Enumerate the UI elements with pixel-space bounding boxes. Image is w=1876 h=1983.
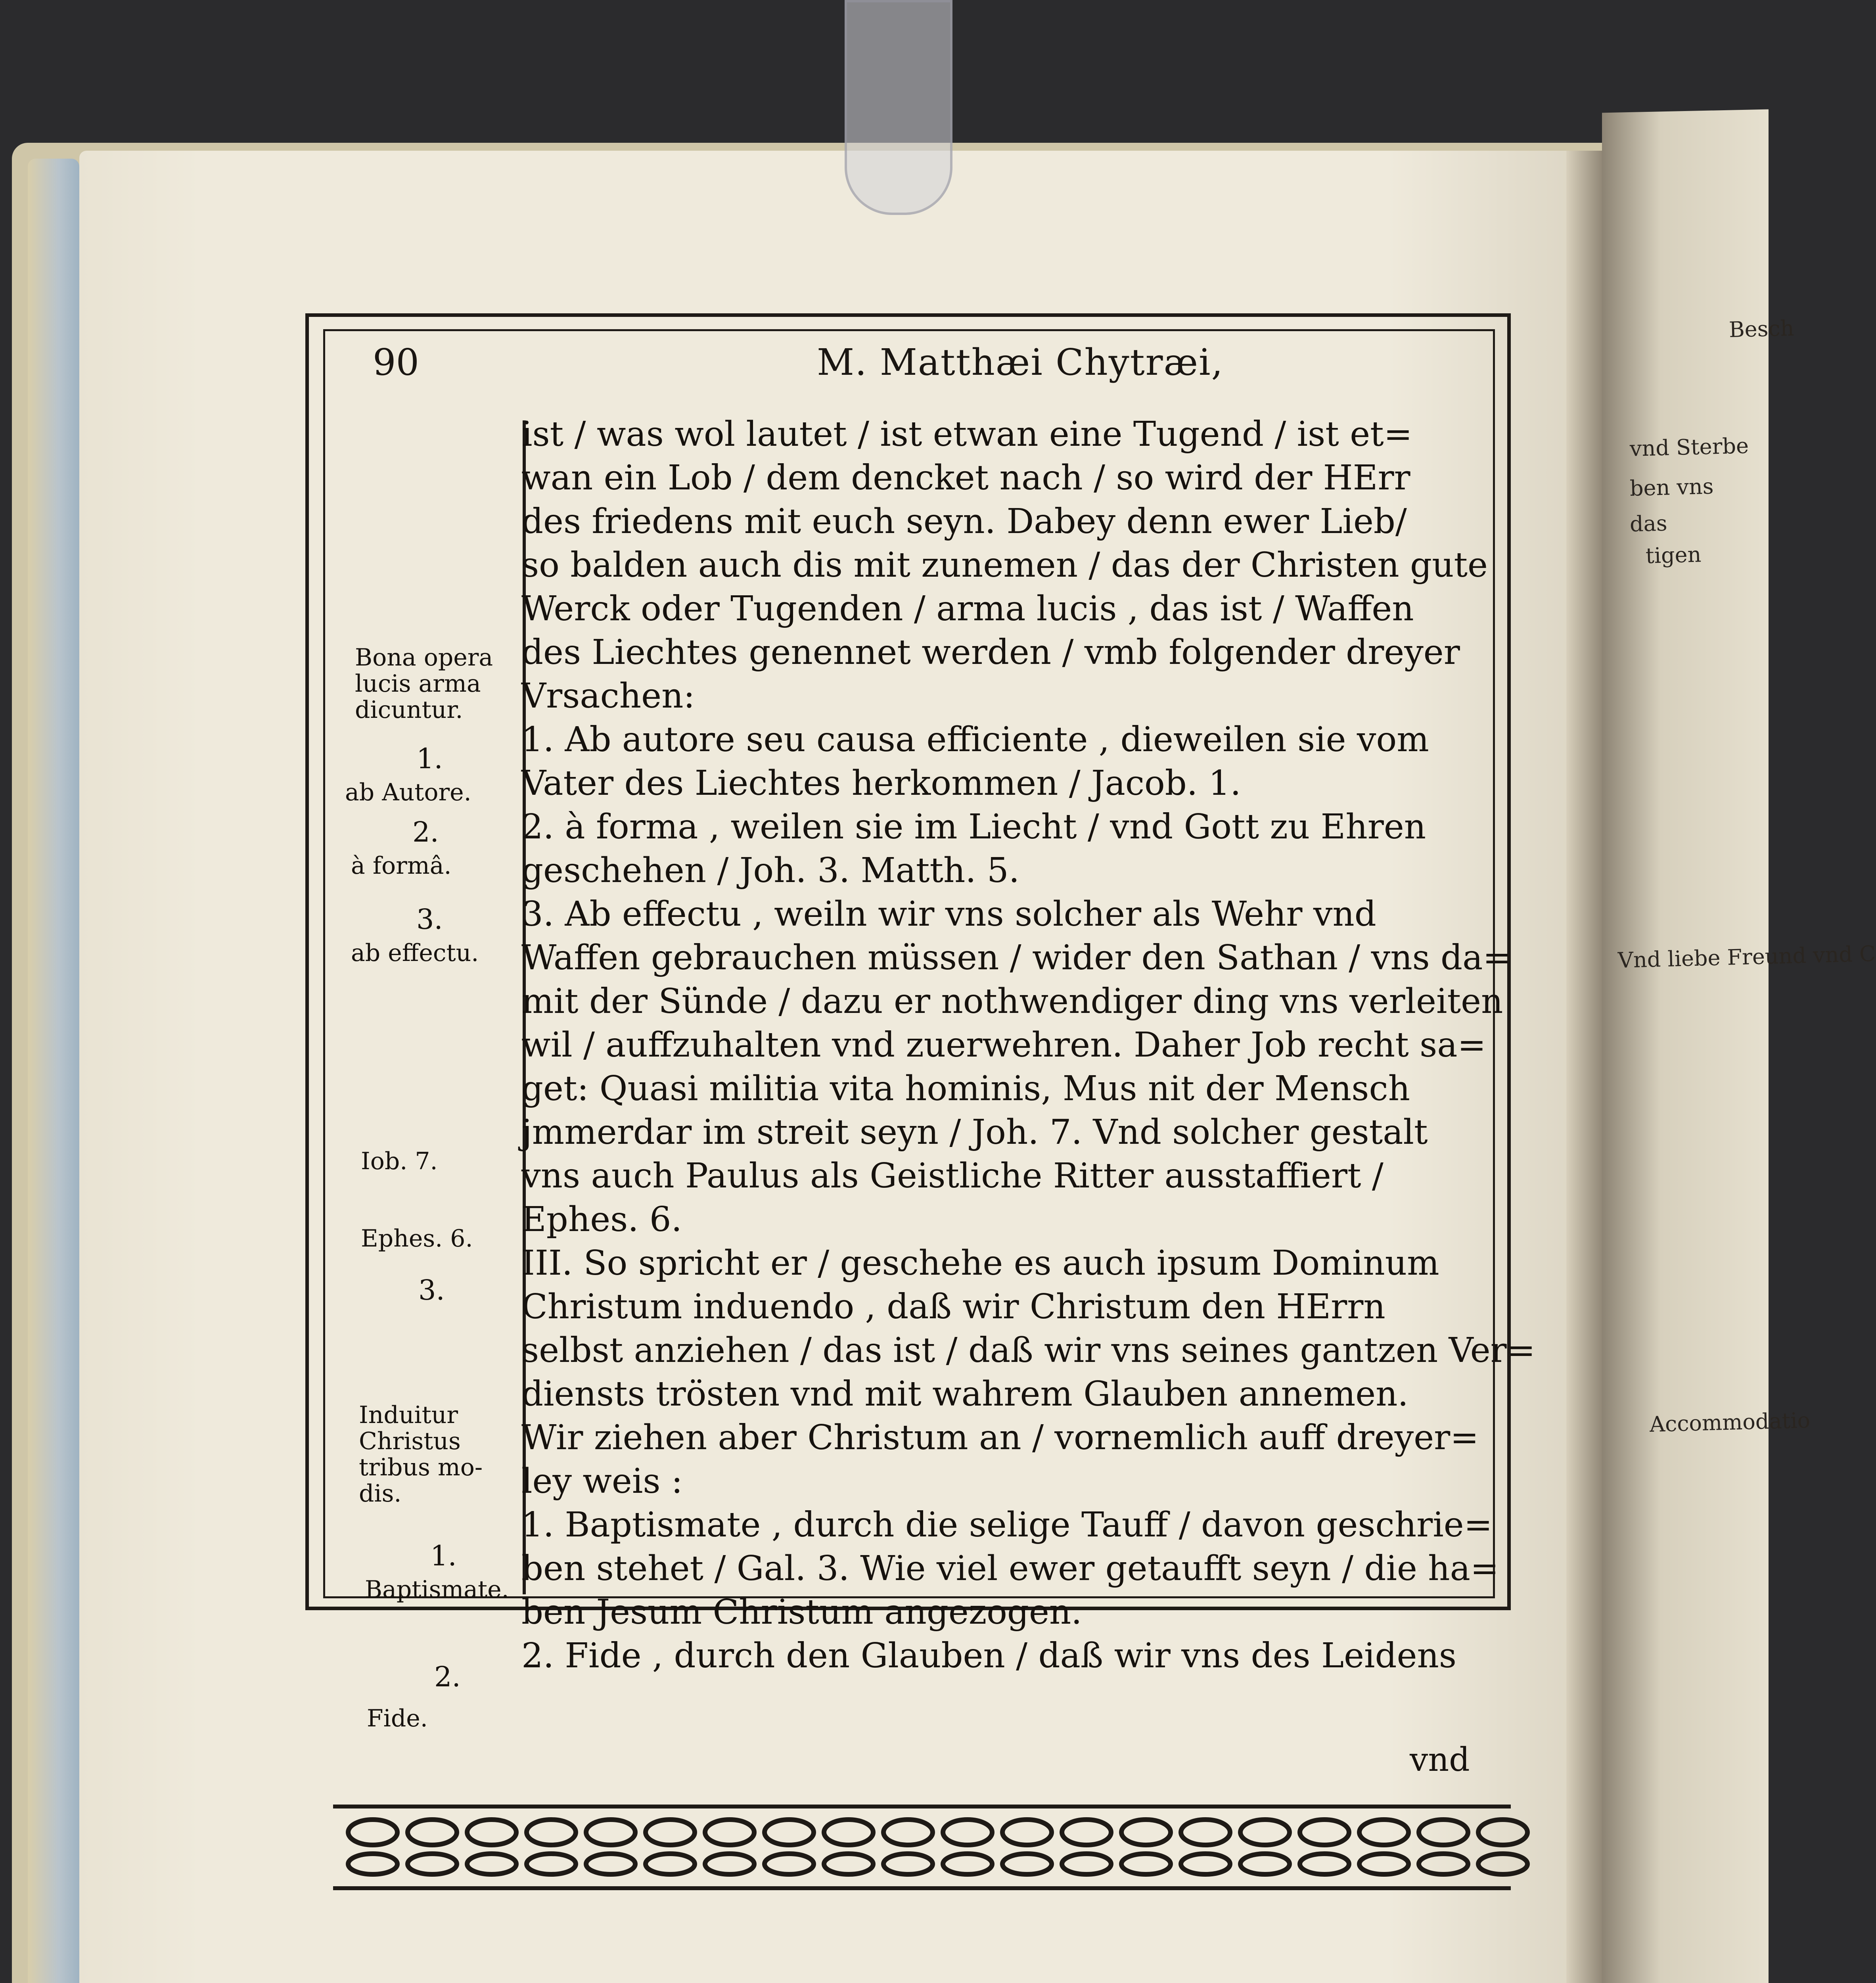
body-line: mit der Sünde / dazu er nothwendiger ding vns verleiten — [521, 982, 1503, 1021]
ornament-loop — [1419, 1820, 1468, 1845]
body-line: wan ein Lob / dem dencket nach / so wird der HErr — [521, 458, 1410, 498]
page-number: 90 — [373, 341, 420, 384]
ornament-loop — [1240, 1820, 1290, 1845]
body-line: Ephes. 6. — [521, 1200, 682, 1239]
right-page-fragment: das — [1629, 510, 1668, 537]
ornament-border — [333, 1801, 1511, 1896]
ornament-loop — [1062, 1854, 1111, 1874]
body-line: Vrsachen: — [521, 676, 695, 716]
ornament-loop — [824, 1820, 873, 1845]
ornament-loop — [1240, 1854, 1290, 1874]
ornament-loop — [646, 1854, 695, 1874]
body-line: Wir ziehen aber Christum an / vornemlich auff dreyer= — [521, 1418, 1479, 1458]
ornament-loop — [586, 1854, 635, 1874]
body-line: III. So spricht er / geschehe es auch ipsum Dominum — [521, 1243, 1439, 1283]
body-line: geschehen / Joh. 3. Matth. 5. — [521, 851, 1020, 890]
right-page-fragment: Vnd liebe Freund vnd C — [1617, 941, 1876, 973]
body-line: ist / was wol lautet / ist etwan eine Tugend / ist et= — [521, 414, 1412, 454]
margin-note-num-2b: 2. — [434, 1661, 461, 1693]
ornament-loop — [765, 1820, 814, 1845]
ornament-loop — [527, 1854, 576, 1874]
ornament-loop — [705, 1854, 754, 1874]
right-page-fragment: tigen — [1645, 542, 1702, 568]
body-line: 1. Ab autore seu causa efficiente , dieweilen sie vom — [521, 720, 1429, 759]
ornament-loop — [1359, 1820, 1408, 1845]
body-line: 3. Ab effectu , weiln wir vns solcher als Wehr vnd — [521, 894, 1376, 934]
body-line: vns auch Paulus als Geistliche Ritter ausstaffiert / — [521, 1156, 1384, 1196]
ornament-loop — [348, 1854, 397, 1874]
margin-note-ephes-6: Ephes. 6. — [361, 1225, 473, 1252]
body-line: Waffen gebrauchen müssen / wider den Sathan / vns da= — [521, 938, 1512, 978]
margin-note-induitur: Induitur Christus tribus mo- dis. — [359, 1401, 483, 1507]
ornament-loop — [348, 1820, 397, 1845]
body-line: jmmerdar im streit seyn / Joh. 7. Vnd solcher gestalt — [521, 1112, 1428, 1152]
ornament-loop — [467, 1854, 516, 1874]
catchword: vnd — [1410, 1741, 1470, 1779]
margin-note-num-1a: 1. — [416, 742, 443, 775]
body-line: so balden auch dis mit zunemen / das der Christen gute — [521, 545, 1488, 585]
margin-note-ab-effectu: ab effectu. — [351, 939, 479, 967]
body-line: Werck oder Tugenden / arma lucis , das ist / Waffen — [521, 589, 1414, 629]
ornament-loop — [408, 1820, 457, 1845]
body-line: 2. à forma , weilen sie im Liecht / vnd Gott zu Ehren — [521, 807, 1426, 847]
ornament-loop — [586, 1820, 635, 1845]
margin-note-baptismate: Baptismate. — [365, 1576, 509, 1603]
body-line: 2. Fide , durch den Glauben / daß wir vns des Leidens — [521, 1636, 1456, 1676]
ornament-loop — [646, 1820, 695, 1845]
top-page-clip — [845, 0, 952, 215]
ornament-loop — [1121, 1854, 1171, 1874]
ornament-loop — [883, 1820, 933, 1845]
body-line: wil / auffzuhalten vnd zuerwehren. Daher Job recht sa= — [521, 1025, 1486, 1065]
margin-note-a-forma: à formâ. — [351, 852, 452, 880]
running-head: M. Matthæi Chytræi, — [817, 341, 1224, 384]
ornament-loop — [705, 1820, 754, 1845]
ornament-loop — [943, 1820, 992, 1845]
body-line: Christum induendo , daß wir Christum den HErrn — [521, 1287, 1385, 1327]
right-page-fragment: vnd Sterbe — [1629, 433, 1749, 461]
ornament-loop — [1300, 1854, 1349, 1874]
ornament-loop — [1359, 1854, 1408, 1874]
ornament-loop — [943, 1854, 992, 1874]
margin-note-iob-7: Iob. 7. — [361, 1147, 438, 1175]
body-line: get: Quasi militia vita hominis, Mus nit der Mensch — [521, 1069, 1410, 1108]
margin-note-bona-opera: Bona opera lucis arma dicuntur. — [355, 644, 493, 724]
body-line: des Liechtes genennet werden / vmb folgender dreyer — [521, 633, 1460, 672]
margin-note-ab-autore: ab Autore. — [345, 779, 471, 806]
margin-note-num-2a: 2. — [412, 816, 439, 848]
ornament-loop — [765, 1854, 814, 1874]
body-line: Vater des Liechtes herkommen / Jacob. 1. — [521, 763, 1241, 803]
body-line: ley weis : — [521, 1461, 683, 1501]
ornament-loop — [824, 1854, 873, 1874]
ornament-loop — [1121, 1820, 1171, 1845]
ornament-loop — [1181, 1820, 1230, 1845]
margin-note-num-1b: 1. — [430, 1540, 457, 1572]
body-line: 1. Baptismate , durch die selige Tauff / davon geschrie= — [521, 1505, 1493, 1545]
margin-note-fide: Fide. — [367, 1705, 428, 1732]
ornament-loop — [1419, 1854, 1468, 1874]
body-line: ben stehet / Gal. 3. Wie viel ewer getaufft seyn / die ha= — [521, 1549, 1499, 1588]
ornament-loop — [1002, 1854, 1052, 1874]
right-page-fragment: Besch — [1728, 315, 1795, 342]
ornament-loop — [1300, 1820, 1349, 1845]
ornament-loop — [1002, 1820, 1052, 1845]
ornament-loop — [1181, 1854, 1230, 1874]
ornament-loop — [527, 1820, 576, 1845]
ornament-loop — [408, 1854, 457, 1874]
body-line: diensts trösten vnd mit wahrem Glauben annemen. — [521, 1374, 1408, 1414]
ornament-loop — [467, 1820, 516, 1845]
right-page-fragment: Accommodatio — [1649, 1408, 1811, 1437]
right-page-fragment: ben vns — [1629, 474, 1714, 501]
margin-note-num-3a: 3. — [416, 903, 443, 936]
ornament-loop — [1062, 1820, 1111, 1845]
body-text — [521, 412, 1535, 1678]
margin-note-num-3b: 3. — [418, 1274, 445, 1306]
body-line: des friedens mit euch seyn. Dabey denn ewer Lieb/ — [521, 502, 1407, 541]
ornament-loop — [883, 1854, 933, 1874]
page-edges — [28, 159, 79, 1983]
right-page — [1602, 109, 1769, 1983]
body-line: selbst anziehen / das ist / daß wir vns seines gantzen Ver= — [521, 1331, 1535, 1370]
body-line: ben Jesum Christum angezogen. — [521, 1592, 1082, 1632]
